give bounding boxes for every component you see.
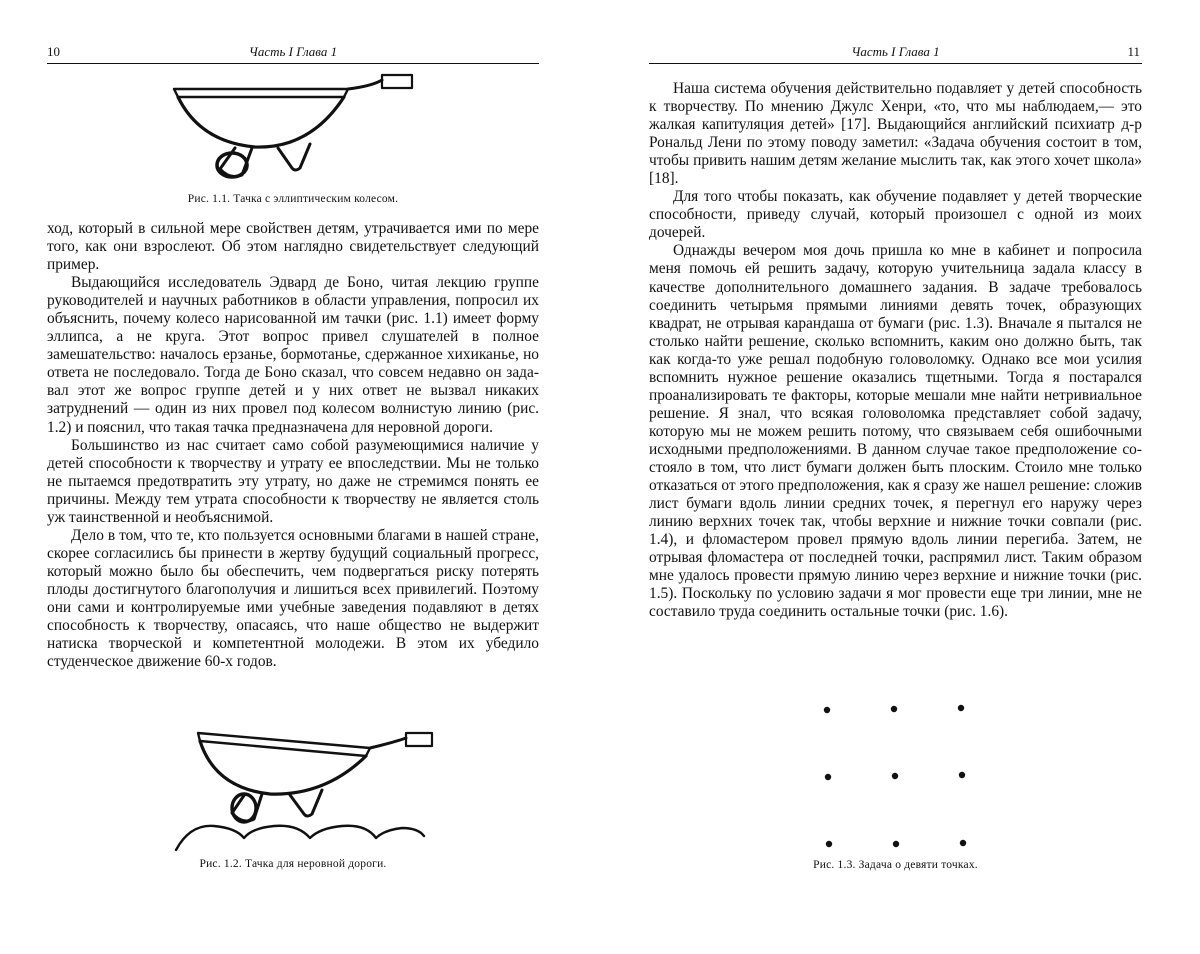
dot bbox=[959, 772, 965, 778]
dot bbox=[893, 841, 899, 847]
paragraph: Для того чтобы показать, как обучение подавляет у детей творческие способности, приведу случай, который произошел с одной из моих дочерей. bbox=[649, 188, 1142, 242]
dot bbox=[960, 840, 966, 846]
dot bbox=[891, 706, 897, 712]
dot bbox=[824, 707, 830, 713]
page-number-left: 10 bbox=[47, 44, 60, 59]
paragraph: Наша система обучения действительно подавляет у детей способность к творчеству. По мнению Джулс Хенри, «то, что мы наблюдаем,— это жалкая капитуляция детей» [17]. Выдающийся английский психиатр д-р Рональд Лени по этому поводу заметил: «Задача обучения состоит в том, чтобы привить нашим детям желание мыслить так, как этого хочет школа» [18]. bbox=[649, 80, 1142, 188]
figure2-caption: Рис. 1.2. Тачка для неровной дороги. bbox=[199, 858, 387, 870]
dot bbox=[826, 841, 832, 847]
paragraph: Однажды вечером моя дочь пришла ко мне в кабинет и попросила меня помочь ей решить задачу, которую учительница задала классу в качестве дополнительного домашнего задания. В задаче требовалось соединить четырьмя прямыми линиями девять точек, образующих квадрат, не отрывая карандаша от бумаги (рис. 1.3). Вначале я пытался не столько найти решение, сколько вспомнить, каким оно должно быть, так как когда-то уже решал подобную головоломку. Однако все мои усилия вспомнить нужное решение оказались тщетными. Тогда я постарался проанализировать те факторы, которые мешали мне найти нетривиальное решение. Я знал, что всякая головоломка представляет собой задачу, которую мы не можем решить потому, что связываем себя ошибочными исходными предположениями. В данном случае такое предположение состояло в том, что лист бумаги должен быть плоским. Стоило мне только отказаться от этого предположения, как я сразу же нашел решение: сложив лист бумаги вдоль линии средних точек, я перегнул его наружу через линию верхних точек так, чтобы верхние и нижние точки совпали (рис. 1.4), и фломастером провел прямую вдоль линии перегиба. Затем, не отрывая фломастера от последней точки, распрямил лист. Таким образом мне удалось провести прямую линию через верхние и нижние точки (рис. 1.5). Поскольку по условию задачи я мог провести еще три линии, мне не составило труда соединить остальные точки (рис. 1.6). bbox=[649, 242, 1142, 621]
figure-wheelbarrow-elliptical bbox=[160, 72, 430, 184]
figure-wheelbarrow-wavy-road bbox=[170, 728, 440, 856]
paragraph: Выдающийся исследователь Эдвард де Боно, читая лекцию группе руководителей и научных работников в области управления, попросил их объяснить, почему колесо нарисованной им тачки (рис. 1.1) имеет форму эллипса, а не круга. Этот вопрос привел слушателей в полное замешательство: началось ерзанье, бормотанье, сдержанное хихиканье, но ответа не последовало. Тогда де Боно сказал, что совсем недавно он задавал этот же вопрос группе детей и у них ответ не вызвал никаких затруднений — один из них провел под колесом волнистую линию (рис. 1.2) и пояснил, что такая тачка предназначена для неровной дороги. bbox=[47, 274, 539, 436]
dot bbox=[825, 774, 831, 780]
paragraph: ход, который в сильной мере свойствен детям, утрачивается ими по мере того, как они взрослеют. Об этом наглядно свидетельствует следующий пример. bbox=[47, 220, 539, 274]
page-number-right: 11 bbox=[1127, 44, 1140, 59]
right-running-head bbox=[649, 43, 1142, 64]
paragraph: Дело в том, что те, кто пользуется основными благами в нашей стране, скорее согласились бы принести в жертву будущий социальный прогресс, который можно было бы обеспечить, чем подвергаться риску потерять плоды достигнутого благополучия и лишиться всех привилегий. Поэтому они сами и контролируемые ими учебные заведения подавляют в детях способность к творчеству, опасаясь, что наше общество не выдержит натиска творческой и компетентной молодежи. В этом их убедило студенческое движение 60-х годов. bbox=[47, 526, 539, 671]
dot bbox=[958, 705, 964, 711]
right-body-text bbox=[649, 80, 1142, 621]
dot bbox=[892, 773, 898, 779]
figure1-caption: Рис. 1.1. Тачка с эллиптическим колесом. bbox=[187, 193, 399, 205]
running-head-title-right: Часть I Глава 1 bbox=[851, 44, 940, 59]
paragraph: Большинство из нас считает само собой разумеющимися наличие у детей способности к творчеству и утрату ее впоследствии. Мы не только не пытаемся предотвратить эту утрату, но даже не стремимся понять ее причины. Между тем утрата способности к творчеству не является столь уж таинственной и необъяснимой. bbox=[47, 436, 539, 526]
figure-nine-dots bbox=[814, 700, 974, 852]
right-page bbox=[600, 0, 1200, 954]
figure3-caption: Рис. 1.3. Задача о девяти точках. bbox=[813, 859, 978, 871]
running-head-title-left: Часть I Глава 1 bbox=[248, 44, 338, 59]
left-running-head bbox=[47, 43, 539, 64]
left-body-text bbox=[47, 220, 539, 671]
